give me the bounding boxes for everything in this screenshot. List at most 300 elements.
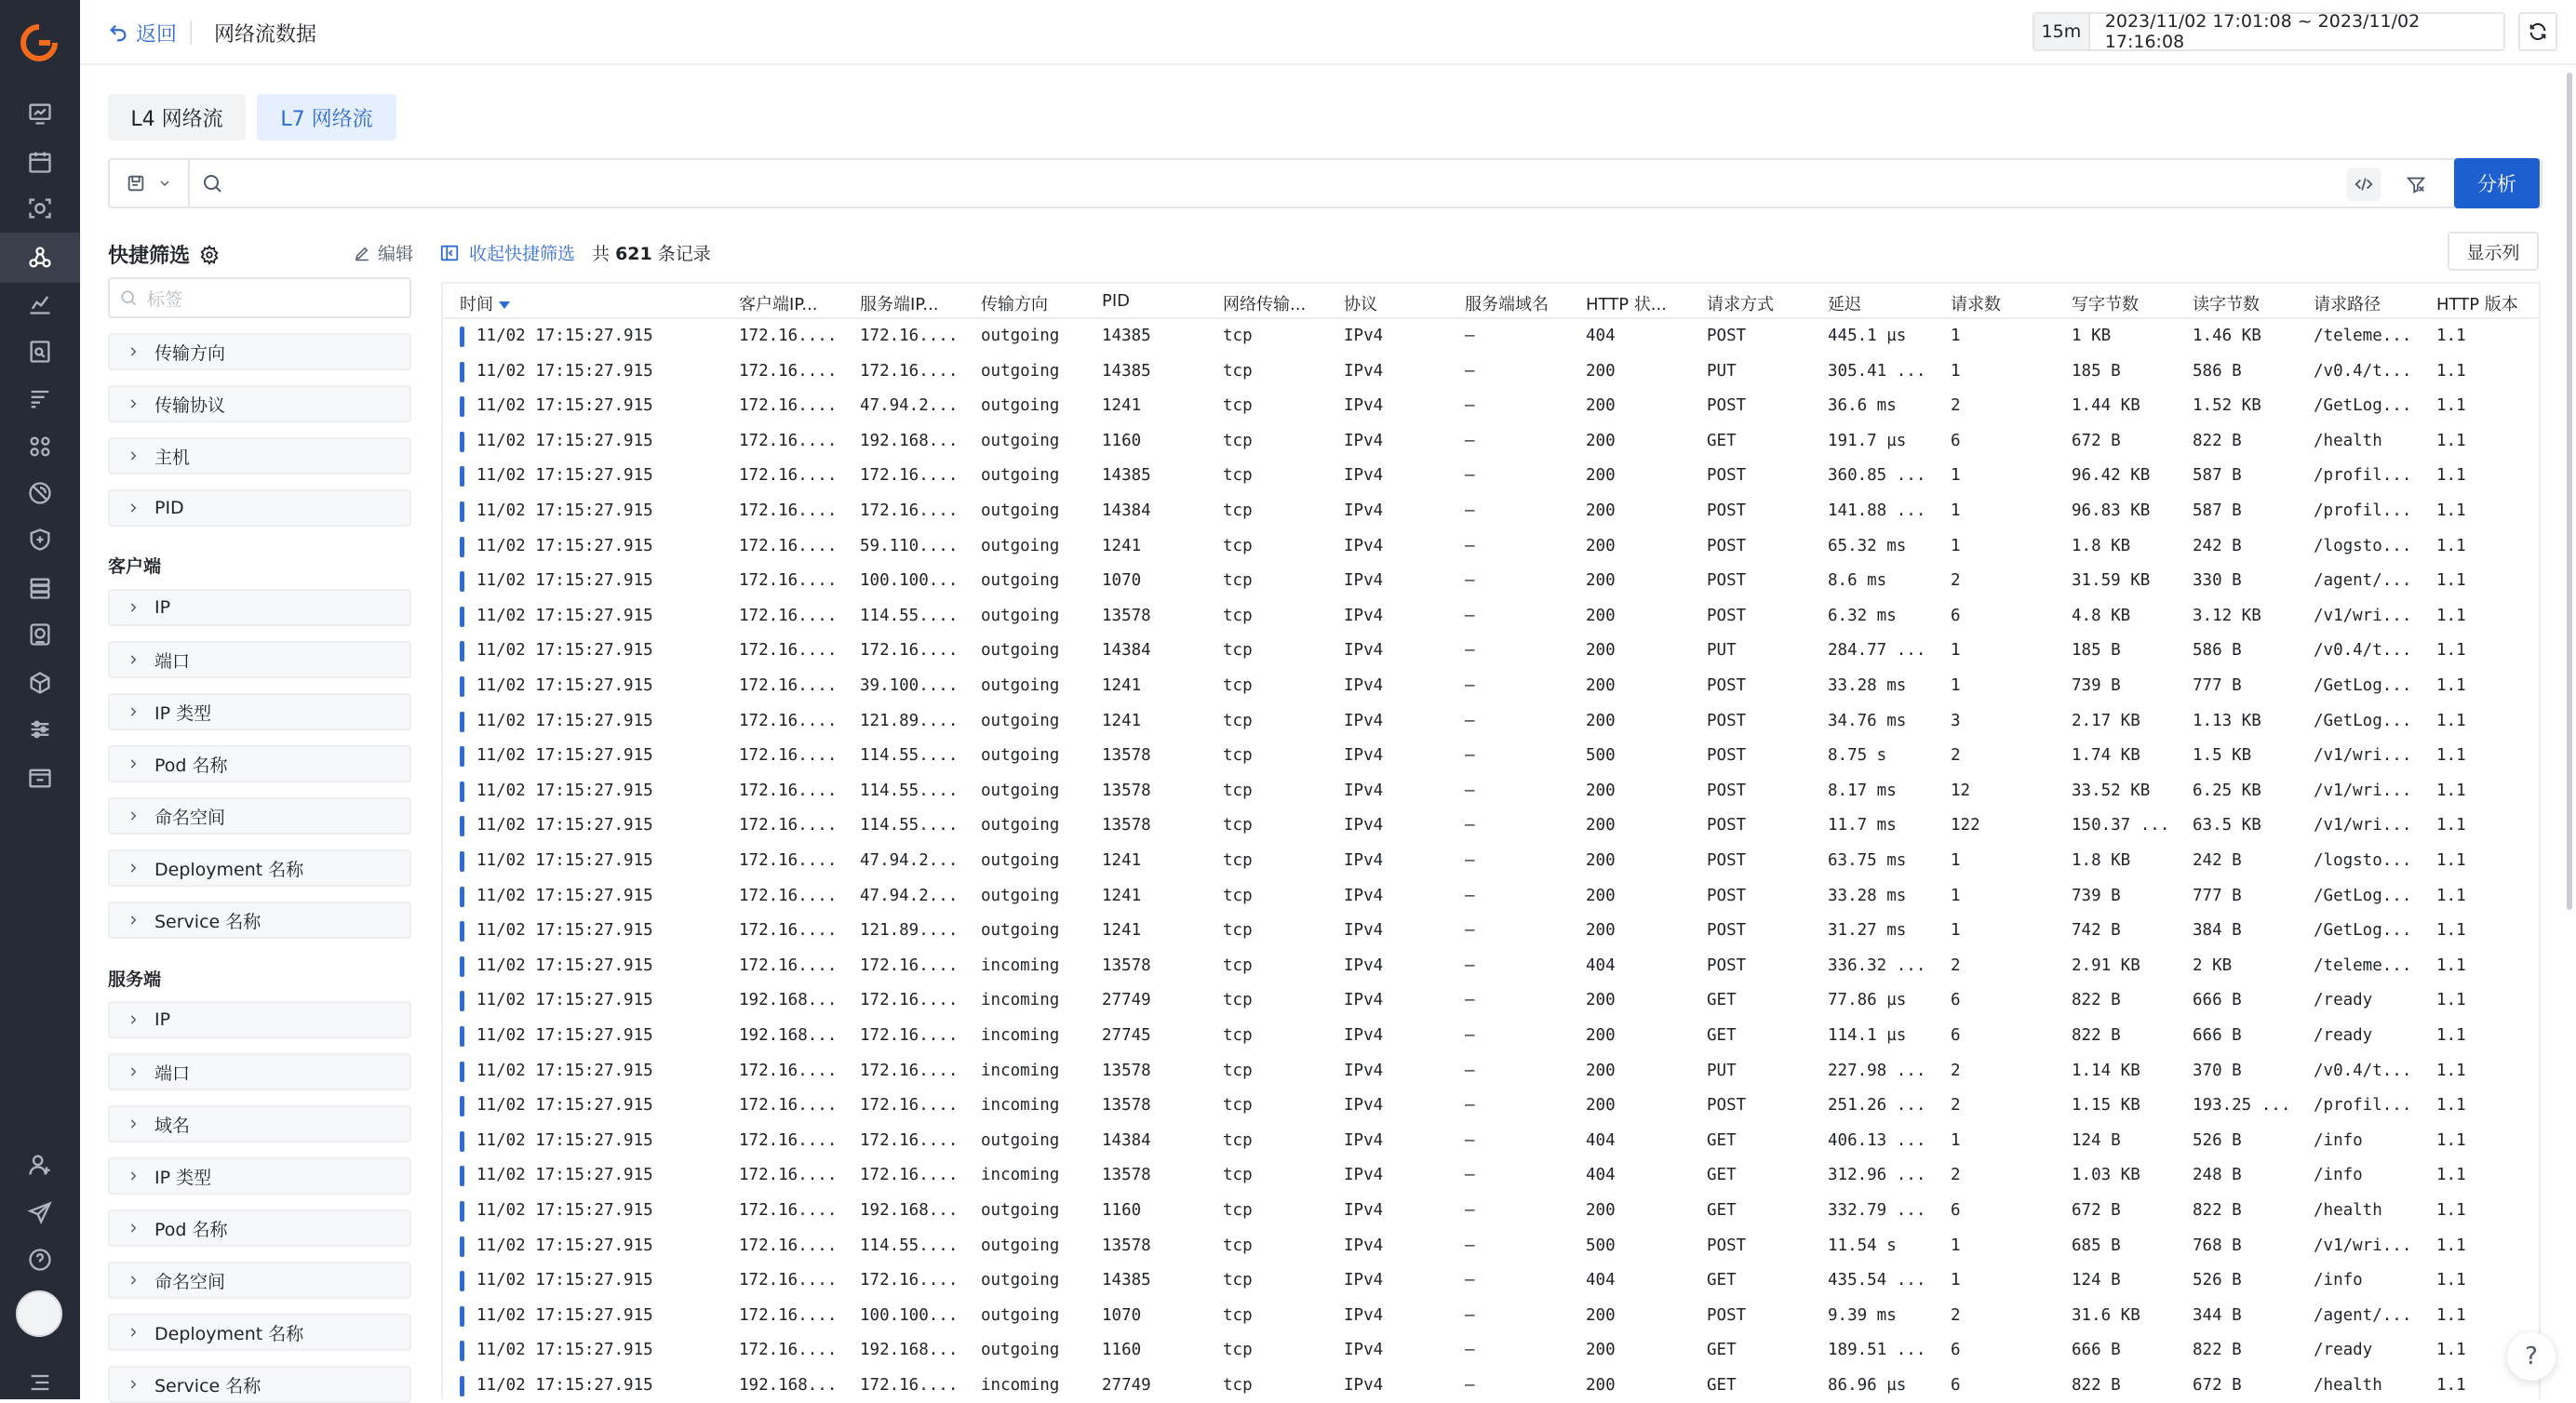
table-cell: 11/02 17:15:27.915: [476, 536, 653, 555]
time-range-picker[interactable]: [2033, 12, 2505, 51]
collapse-quick-filter-button[interactable]: [439, 240, 575, 265]
table-cell: 100.100...: [860, 571, 959, 591]
table-cell: 13578: [1102, 1166, 1151, 1185]
table-cell: incoming: [981, 955, 1060, 975]
column-header[interactable]: [2193, 291, 2260, 315]
help-button[interactable]: ?: [2507, 1332, 2556, 1381]
table-cell: 1: [1951, 1271, 1961, 1290]
table-cell: 526 B: [2193, 1130, 2242, 1150]
back-button[interactable]: [108, 19, 177, 47]
table-cell: IPv4: [1344, 327, 1384, 345]
filter-clear-icon: [2406, 174, 2426, 194]
table-cell: 3: [1951, 711, 1961, 730]
table-cell: 122: [1951, 816, 1980, 835]
table-cell: –: [1465, 1376, 1475, 1395]
filter-item-client[interactable]: [108, 797, 411, 835]
table-cell: POST: [1707, 536, 1747, 555]
column-header[interactable]: [1828, 291, 1861, 315]
column-header[interactable]: [1707, 291, 1774, 315]
table-row[interactable]: [443, 459, 2539, 494]
table-cell: 172.16....: [739, 641, 838, 661]
table-cell: outgoing: [981, 536, 1060, 555]
table-cell: tcp: [1223, 746, 1253, 766]
row-marker: [460, 887, 464, 907]
network-icon[interactable]: [0, 233, 80, 283]
saved-query-icon: [126, 173, 146, 194]
table-cell: 191.7 µs: [1828, 431, 1907, 450]
table-row[interactable]: [443, 774, 2539, 809]
table-cell: 11/02 17:15:27.915: [476, 1341, 653, 1360]
row-marker: [460, 1062, 464, 1082]
table-cell: POST: [1707, 1096, 1747, 1116]
table-cell: 1.1: [2436, 571, 2466, 591]
table-cell: /v1/wri...: [2314, 816, 2412, 835]
table-cell: 124 B: [2072, 1271, 2121, 1290]
table-cell: IPv4: [1344, 1305, 1384, 1325]
table-cell: 124 B: [2072, 1130, 2121, 1150]
table-cell: 47.94.2...: [860, 851, 959, 870]
table-cell: 96.83 KB: [2072, 501, 2151, 520]
table-cell: outgoing: [981, 361, 1060, 381]
table-cell: 11.7 ms: [1828, 816, 1897, 835]
table-row[interactable]: [443, 1229, 2539, 1264]
table-cell: 200: [1586, 501, 1616, 520]
app-logo[interactable]: [19, 22, 60, 63]
scan-icon[interactable]: [23, 192, 57, 225]
table-cell: 33.28 ms: [1828, 676, 1907, 695]
help-circle-icon[interactable]: [23, 1243, 57, 1276]
analyze-button[interactable]: 分析: [2454, 158, 2540, 208]
table-row[interactable]: [443, 1333, 2539, 1369]
table-cell: POST: [1707, 711, 1747, 730]
table-cell: outgoing: [981, 501, 1060, 520]
filter-item-server[interactable]: [108, 1001, 411, 1038]
quick-filter-title: [108, 240, 220, 269]
table-cell: /v1/wri...: [2314, 781, 2412, 800]
calendar-icon[interactable]: [23, 145, 57, 179]
column-header[interactable]: [1223, 291, 1306, 315]
table-cell: 500: [1586, 746, 1616, 766]
table-cell: 11/02 17:15:27.915: [476, 1130, 653, 1150]
column-header[interactable]: [1951, 291, 2001, 315]
table-cell: 1.1: [2436, 466, 2466, 486]
column-header[interactable]: [981, 291, 1048, 315]
table-cell: tcp: [1223, 991, 1253, 1010]
table-cell: 1.52 KB: [2193, 396, 2261, 416]
chevron-right-icon: [127, 501, 140, 514]
table-cell: –: [1465, 1341, 1475, 1360]
table-cell: 3.12 KB: [2193, 606, 2261, 625]
table-row[interactable]: [443, 494, 2539, 529]
filter-item[interactable]: [108, 333, 411, 370]
flow-table: [441, 282, 2541, 1399]
column-header[interactable]: [739, 291, 818, 315]
table-cell: 27749: [1102, 991, 1151, 1010]
table-cell: 31.27 ms: [1828, 921, 1907, 941]
column-header-label: 传输方向: [981, 295, 1048, 314]
table-cell: 172.16....: [739, 851, 838, 870]
column-header[interactable]: [1465, 291, 1549, 315]
table-cell: 672 B: [2072, 431, 2121, 450]
column-header[interactable]: [1586, 291, 1667, 315]
table-cell: outgoing: [981, 676, 1060, 695]
chart-icon[interactable]: [23, 287, 57, 320]
table-cell: POST: [1707, 851, 1747, 870]
table-cell: 200: [1586, 921, 1616, 941]
table-cell: 172.16....: [739, 466, 838, 486]
table-row[interactable]: [443, 739, 2539, 774]
user-icon[interactable]: [23, 1148, 57, 1182]
table-cell: 14384: [1102, 1130, 1151, 1150]
code-mode-button[interactable]: [2347, 167, 2381, 201]
apps-icon[interactable]: [23, 430, 57, 463]
table-cell: IPv4: [1344, 1271, 1384, 1290]
time-range-text[interactable]: 2023/11/02 17:01:08 ~ 2023/11/02 17:16:08: [2104, 11, 2421, 52]
table-cell: 11/02 17:15:27.915: [476, 816, 653, 835]
column-header[interactable]: [2072, 291, 2139, 315]
table-cell: 11/02 17:15:27.915: [476, 991, 653, 1010]
table-cell: 11/02 17:15:27.915: [476, 1376, 653, 1395]
table-row[interactable]: [443, 1089, 2539, 1124]
tag-search-input[interactable]: [108, 277, 411, 318]
chevron-right-icon: [127, 449, 140, 462]
page-scrollbar[interactable]: [2567, 73, 2572, 910]
table-row[interactable]: [443, 669, 2539, 704]
column-header[interactable]: [1344, 291, 1377, 315]
tag-search-placeholder: 标签: [147, 288, 183, 310]
table-cell: 1: [1951, 466, 1961, 486]
filter-item-client[interactable]: [108, 693, 411, 730]
table-row[interactable]: [443, 1054, 2539, 1089]
table-cell: 1.1: [2436, 955, 2466, 975]
table-cell: IPv4: [1344, 781, 1384, 800]
table-cell: 13578: [1102, 816, 1151, 835]
table-cell: 200: [1586, 1061, 1616, 1080]
table-cell: 666 B: [2072, 1341, 2121, 1360]
shield-icon[interactable]: [23, 523, 57, 556]
search-icon: [201, 172, 223, 194]
table-cell: 172.16....: [860, 641, 959, 661]
saved-query-dropdown[interactable]: [110, 160, 190, 207]
table-row[interactable]: [443, 424, 2539, 460]
table-cell: tcp: [1223, 396, 1253, 416]
list-icon[interactable]: [23, 381, 57, 415]
table-cell: –: [1465, 746, 1475, 766]
table-row[interactable]: [443, 844, 2539, 879]
table-cell: 666 B: [2193, 991, 2242, 1010]
table-cell: tcp: [1223, 955, 1253, 975]
table-cell: 200: [1586, 816, 1616, 835]
table-cell: GET: [1707, 1271, 1737, 1290]
filter-item-server[interactable]: [108, 1157, 411, 1195]
table-row[interactable]: [443, 1299, 2539, 1334]
filter-item[interactable]: [108, 437, 411, 474]
chevron-right-icon: [127, 1169, 140, 1183]
filter-item-server[interactable]: [108, 1262, 411, 1299]
filter-item-server[interactable]: [108, 1366, 411, 1403]
table-row[interactable]: [443, 704, 2539, 740]
table-cell: incoming: [981, 1026, 1060, 1045]
column-header[interactable]: [460, 291, 510, 315]
table-cell: tcp: [1223, 921, 1253, 941]
table-cell: 6: [1951, 606, 1961, 625]
table-cell: POST: [1707, 327, 1747, 345]
chevron-right-icon: [127, 1378, 140, 1391]
table-cell: 822 B: [2193, 431, 2242, 450]
table-cell: 11/02 17:15:27.915: [476, 1305, 653, 1325]
sort-desc-icon[interactable]: [499, 301, 510, 309]
refresh-button[interactable]: [2518, 12, 2557, 51]
table-row[interactable]: [443, 1194, 2539, 1229]
table-cell: /ready: [2314, 1026, 2373, 1045]
table-cell: 406.13 ...: [1828, 1130, 1926, 1150]
settings-icon[interactable]: [23, 713, 57, 746]
table-row[interactable]: [443, 808, 2539, 844]
table-cell: 27745: [1102, 1026, 1151, 1045]
table-cell: 192.168...: [739, 991, 838, 1010]
table-cell: 8.75 s: [1828, 746, 1887, 766]
filter-item-client[interactable]: [108, 849, 411, 887]
table-cell: 172.16....: [739, 1236, 838, 1255]
table-row[interactable]: [443, 354, 2539, 390]
table-cell: 1.1: [2436, 396, 2466, 416]
filter-item-label: Service 名称: [154, 1375, 262, 1396]
table-cell: 1 KB: [2072, 327, 2112, 345]
table-cell: –: [1465, 1236, 1475, 1255]
column-header[interactable]: [1102, 291, 1130, 311]
table-cell: 200: [1586, 676, 1616, 695]
table-cell: 1.1: [2436, 921, 2466, 941]
query-bar: [108, 158, 2542, 208]
table-cell: GET: [1707, 1130, 1737, 1150]
table-cell: 200: [1586, 1376, 1616, 1395]
table-cell: 192.168...: [739, 1376, 838, 1395]
table-cell: IPv4: [1344, 676, 1384, 695]
monitor-icon[interactable]: [23, 618, 57, 651]
table-cell: IPv4: [1344, 1341, 1384, 1360]
table-cell: 13578: [1102, 1236, 1151, 1255]
table-cell: 114.1 µs: [1828, 1026, 1907, 1045]
table-cell: 6: [1951, 1341, 1961, 1360]
table-cell: tcp: [1223, 606, 1253, 625]
search-icon: [119, 288, 138, 307]
chevron-right-icon: [127, 1326, 140, 1339]
table-cell: 1241: [1102, 851, 1142, 870]
table-cell: /agent/...: [2314, 1305, 2412, 1325]
table-cell: outgoing: [981, 886, 1060, 905]
table-row[interactable]: [443, 949, 2539, 984]
table-cell: 114.55....: [860, 1236, 959, 1255]
row-marker: [460, 991, 464, 1011]
table-cell: 14385: [1102, 361, 1151, 381]
table-cell: 4.8 KB: [2072, 606, 2131, 625]
table-cell: IPv4: [1344, 955, 1384, 975]
table-cell: tcp: [1223, 571, 1253, 591]
row-marker: [460, 1341, 464, 1361]
table-cell: –: [1465, 711, 1475, 730]
table-cell: 11/02 17:15:27.915: [476, 431, 653, 450]
table-cell: tcp: [1223, 1305, 1253, 1325]
table-cell: POST: [1707, 501, 1747, 520]
table-cell: 172.16....: [739, 676, 838, 695]
table-cell: POST: [1707, 396, 1747, 416]
filter-item-client[interactable]: [108, 902, 411, 939]
table-row[interactable]: [443, 1263, 2539, 1299]
storage-icon[interactable]: [23, 571, 57, 605]
dashboard-icon[interactable]: [23, 97, 57, 130]
column-header-label: 请求路径: [2314, 295, 2381, 314]
table-cell: 242 B: [2193, 851, 2242, 870]
table-row[interactable]: [443, 389, 2539, 424]
table-cell: 1.03 KB: [2072, 1166, 2140, 1185]
alarm-icon[interactable]: [23, 761, 57, 795]
table-cell: IPv4: [1344, 1061, 1384, 1080]
table-cell: /v0.4/t...: [2314, 641, 2412, 661]
table-cell: 822 B: [2193, 1341, 2242, 1360]
filter-item-server[interactable]: [108, 1209, 411, 1247]
filter-item-label: 主机: [154, 447, 191, 468]
column-header-label: 服务端域名: [1465, 295, 1549, 314]
column-header[interactable]: [2436, 291, 2518, 315]
table-cell: –: [1465, 1201, 1475, 1220]
table-cell: 1: [1951, 361, 1961, 381]
column-header[interactable]: [860, 291, 939, 315]
filter-item[interactable]: [108, 489, 411, 527]
table-cell: 172.16....: [739, 921, 838, 941]
table-cell: 587 B: [2193, 466, 2242, 486]
table-row[interactable]: [443, 634, 2539, 669]
table-cell: tcp: [1223, 781, 1253, 800]
chevron-right-icon: [127, 757, 140, 770]
show-columns-button[interactable]: 显示列: [2448, 232, 2539, 271]
table-cell: –: [1465, 1096, 1475, 1116]
table-cell: 8.6 ms: [1828, 571, 1887, 591]
table-cell: 189.51 ...: [1828, 1341, 1926, 1360]
row-marker: [460, 607, 464, 627]
menu-icon[interactable]: [23, 1366, 57, 1399]
table-cell: 200: [1586, 606, 1616, 625]
table-cell: 11/02 17:15:27.915: [476, 676, 653, 695]
table-cell: 31.6 KB: [2072, 1305, 2140, 1325]
table-cell: 1.1: [2436, 851, 2466, 870]
chevron-right-icon: [127, 1222, 140, 1235]
table-row[interactable]: [443, 599, 2539, 635]
table-row[interactable]: [443, 914, 2539, 949]
table-cell: 284.77 ...: [1828, 641, 1926, 661]
table-cell: 11/02 17:15:27.915: [476, 571, 653, 591]
table-cell: 11/02 17:15:27.915: [476, 396, 653, 416]
row-marker: [460, 851, 464, 872]
column-header[interactable]: [2314, 291, 2381, 315]
row-marker: [460, 1131, 464, 1152]
tab-l4-flow[interactable]: L4 网络流: [108, 94, 246, 140]
table-cell: 1.1: [2436, 1341, 2466, 1360]
table-row[interactable]: [443, 564, 2539, 599]
table-cell: 172.16....: [739, 1305, 838, 1325]
security-scan-icon[interactable]: [23, 476, 57, 510]
clear-filter-button[interactable]: [2399, 167, 2433, 201]
table-cell: 1.1: [2436, 816, 2466, 835]
table-cell: 172.16....: [860, 955, 959, 975]
table-cell: 172.16....: [860, 1271, 959, 1290]
user-avatar[interactable]: [16, 1290, 62, 1337]
table-row[interactable]: [443, 879, 2539, 915]
table-cell: 27749: [1102, 1376, 1151, 1395]
filter-item-client[interactable]: [108, 589, 411, 626]
filter-item-server[interactable]: [108, 1314, 411, 1351]
table-row[interactable]: [443, 1124, 2539, 1159]
code-icon: [2354, 174, 2374, 194]
back-arrow-icon: [108, 22, 128, 43]
table-row[interactable]: [443, 529, 2539, 565]
table-cell: 739 B: [2072, 676, 2121, 695]
table-cell: PUT: [1707, 641, 1737, 661]
table-row[interactable]: [443, 1158, 2539, 1194]
table-cell: 11/02 17:15:27.915: [476, 501, 653, 520]
table-cell: 445.1 µs: [1828, 327, 1907, 345]
table-cell: /GetLog...: [2314, 886, 2412, 905]
gear-icon[interactable]: [199, 245, 220, 265]
table-cell: 200: [1586, 1026, 1616, 1045]
send-icon[interactable]: [23, 1196, 57, 1230]
table-cell: 2: [1951, 1305, 1961, 1325]
table-cell: 11/02 17:15:27.915: [476, 1201, 653, 1220]
pencil-icon: [354, 245, 370, 261]
quick-range-selector[interactable]: 15m: [2034, 14, 2090, 49]
table-cell: 370 B: [2193, 1061, 2242, 1080]
table-cell: 672 B: [2193, 1376, 2242, 1395]
filter-item[interactable]: [108, 385, 411, 422]
table-cell: outgoing: [981, 781, 1060, 800]
table-cell: outgoing: [981, 606, 1060, 625]
table-cell: 200: [1586, 361, 1616, 381]
table-row[interactable]: [443, 1369, 2539, 1399]
table-cell: –: [1465, 1305, 1475, 1325]
tab-l7-flow[interactable]: L7 网络流: [257, 94, 396, 140]
filter-item-server[interactable]: [108, 1053, 411, 1090]
collapse-label: 收起快捷筛选: [469, 244, 576, 264]
table-cell: tcp: [1223, 431, 1253, 450]
table-cell: tcp: [1223, 1201, 1253, 1220]
quick-filter-edit-button[interactable]: [354, 240, 413, 265]
table-cell: 1: [1951, 641, 1961, 661]
column-header-label: 请求数: [1951, 295, 2001, 314]
package-icon[interactable]: [23, 666, 57, 700]
report-icon[interactable]: [23, 335, 57, 368]
table-row[interactable]: [443, 319, 2539, 354]
table-cell: incoming: [981, 991, 1060, 1010]
table-cell: 65.32 ms: [1828, 536, 1907, 555]
table-cell: –: [1465, 641, 1475, 661]
filter-item-server[interactable]: [108, 1105, 411, 1142]
table-cell: 1: [1951, 1130, 1961, 1150]
table-cell: 2 KB: [2193, 955, 2233, 975]
table-cell: IPv4: [1344, 851, 1384, 870]
table-cell: 14384: [1102, 501, 1151, 520]
table-cell: IPv4: [1344, 746, 1384, 766]
table-cell: GET: [1707, 991, 1737, 1010]
filter-item-client[interactable]: [108, 745, 411, 782]
table-row[interactable]: [443, 983, 2539, 1019]
table-cell: 172.16....: [739, 711, 838, 730]
filter-item-client[interactable]: [108, 641, 411, 678]
table-cell: –: [1465, 991, 1475, 1010]
table-cell: 1.1: [2436, 361, 2466, 381]
table-cell: 11/02 17:15:27.915: [476, 606, 653, 625]
table-row[interactable]: [443, 1019, 2539, 1054]
table-cell: 1: [1951, 327, 1961, 345]
table-cell: –: [1465, 501, 1475, 520]
